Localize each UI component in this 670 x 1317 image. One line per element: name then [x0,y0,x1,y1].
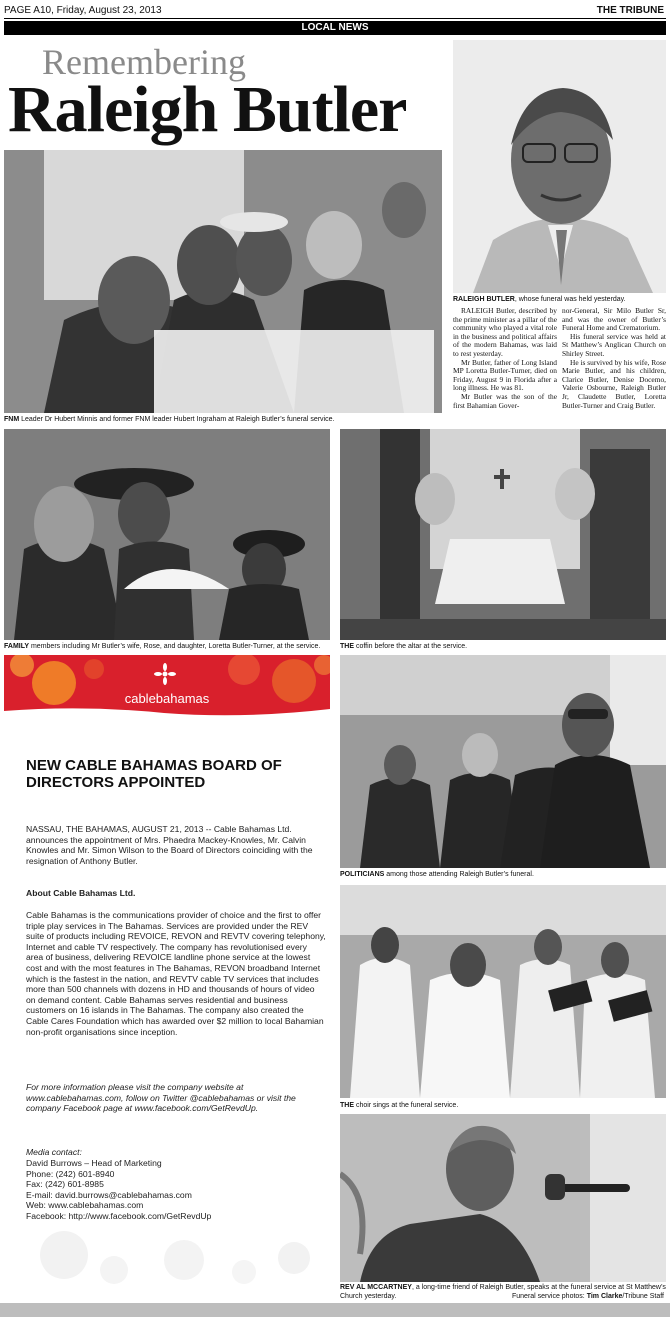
portrait-photo [453,40,666,293]
article-paragraph: RALEIGH Butler, described by the prime minister as a pillar of the community who played a vital role in the business and political affairs of the modern Bahamas, was laid to rest yesterday. [453,306,557,358]
ad-brand: cablebahamas [124,691,210,706]
page-folio: PAGE A10, Friday, August 23, 2013 [4,5,162,16]
ad-about-text: Cable Bahamas is the communications provider of choice and the first to offer triple play services in The Bahamas. Services are provided under the REV suite of products including REVOICE, REVON and REVTV covering telephony, Internet and cable TV respectively. The company has revolutionised every area of business, delivering REVOICE landline phone service at the lowest cost and with the most features in The Bahamas, REVON broadband Internet which is the fastest in the nation, and REVTV cable TV services that includes more than 500 channels with dozens in HD and thousands of hours of video on demand content. Cable Bahamas serves residential and business customers on 16 islands in The Bahamas. The company also created the Cable Cares Foundation which has awarded over $2 million to local Bahamian non-profit organisations since inception. [26,910,326,1037]
ad-intro: NASSAU, THE BAHAMAS, AUGUST 21, 2013 -- Cable Bahamas Ltd. announces the appointment of Mrs. Phaedra Mackey-Knowles, Mr. Calvin Knowles and Mr. Simon Wilson to the Board of Directors coinciding with the resignation of Anthony Butler. [26,824,313,866]
section-banner: LOCAL NEWS [4,21,666,35]
coffin-photo [340,429,666,640]
portrait-caption-lead: RALEIGH BUTLER [453,296,515,303]
coffin-caption [340,643,666,652]
choir-photo [340,885,666,1098]
ad-headline-line-1: NEW CABLE BAHAMAS BOARD OF [26,757,282,774]
article-paragraph: Mr Butler was the son of the first Bahamian Gover- [453,391,557,410]
cablebahamas-logo-icon [150,663,180,685]
fnm-leaders-photo [4,150,442,413]
paper-name: THE TRIBUNE [596,5,664,16]
fnm-caption-lead: FNM [4,416,20,423]
ad-headline [26,757,326,791]
ad-decorative-circles [4,1210,330,1300]
coffin-caption-text: coffin before the altar at the service. [354,643,468,650]
ad-contact-line: Phone: (242) 601-8940 [26,1168,115,1179]
ad-contact-title: Media contact: [26,1147,82,1157]
article-paragraph: Mr Butler, father of Long Island MP Loretta Butler-Turner, died on Friday, August 9 in Florida after a long illness. He was 81. [453,357,557,393]
politicians-caption-lead: POLITICIANS [340,871,385,878]
family-caption-text: members including Mr Butler’s wife, Rose, and daughter, Loretta Butler-Turner, at the service. [29,643,321,650]
article-col-1 [453,307,557,410]
fnm-caption-text: Leader Dr Hubert Minnis and former FNM leader Hubert Ingraham at Raleigh Butler’s funeral service. [19,416,335,423]
portrait-caption [453,296,666,305]
article-col-2 [562,307,666,410]
headline-main: Raleigh Butler [8,73,407,146]
photo-credit-prefix: Funeral service photos: [511,1293,587,1300]
politicians-photo [340,655,666,868]
ad-contact-line: David Burrows – Head of Marketing [26,1158,162,1168]
ad-contact-line: Facebook: http://www.facebook.com/GetRevdUp [26,1210,212,1221]
family-caption [4,643,334,652]
portrait-caption-text: , whose funeral was held yesterday. [514,296,626,303]
article-paragraph: nor-General, Sir Milo Butler Sr, and was the owner of Butler’s Funeral Home and Crematorium. [562,306,666,333]
photo-credit [512,1293,664,1302]
choir-caption-lead: THE [340,1102,354,1109]
photo-credit-suffix: /Tribune Staff [622,1293,664,1300]
headline-kicker: Remembering [42,42,246,82]
rev-photo [340,1114,666,1282]
ad-contact-line: Fax: (242) 601-8985 [26,1179,104,1190]
rev-caption-text: , a long-time friend of Raleigh Butler, speaks at the funeral service at St Matthew’s Church yesterday. [340,1284,666,1300]
article-paragraph: His funeral service was held at St Matthew’s Anglican Church on Shirley Street. [562,331,666,358]
ad-contact-line: Web: www.cablebahamas.com [26,1200,144,1211]
family-photo [4,429,330,640]
footer-bar [0,1303,670,1317]
coffin-caption-lead: THE [340,643,354,650]
choir-caption-text: choir sings at the funeral service. [354,1102,459,1109]
choir-caption [340,1102,666,1111]
ad-contact-line: E-mail: david.burrows@cablebahamas.com [26,1189,192,1200]
ad-banner [4,655,330,721]
ad-headline-line-2: DIRECTORS APPOINTED [26,774,206,791]
ad-more-info: For more information please visit the company website at www.cablebahamas.com, follow on Twitter @cablebahamas or visit the company Facebook page at www.facebook.com/GetRevdUp. [26,1082,296,1114]
family-caption-lead: FAMILY [4,643,30,650]
fnm-caption [4,416,449,425]
header-rule [4,18,666,19]
article-paragraph: He is survived by his wife, Rose Marie Butler, and his children, Clarice Butler, Denise Docemo, Valerie Osbourne, Raleigh Butler Jr, Claudette Butler, Loretta Butler-Turner and Craig Butler. [562,357,666,410]
ad-about-title: About Cable Bahamas Ltd. [26,888,136,898]
photo-credit-name: Tim Clarke [586,1293,623,1300]
politicians-caption-text: among those attending Raleigh Butler’s funeral. [384,871,534,878]
politicians-caption [340,871,666,880]
rev-caption-lead: REV AL MCCARTNEY [340,1284,412,1291]
